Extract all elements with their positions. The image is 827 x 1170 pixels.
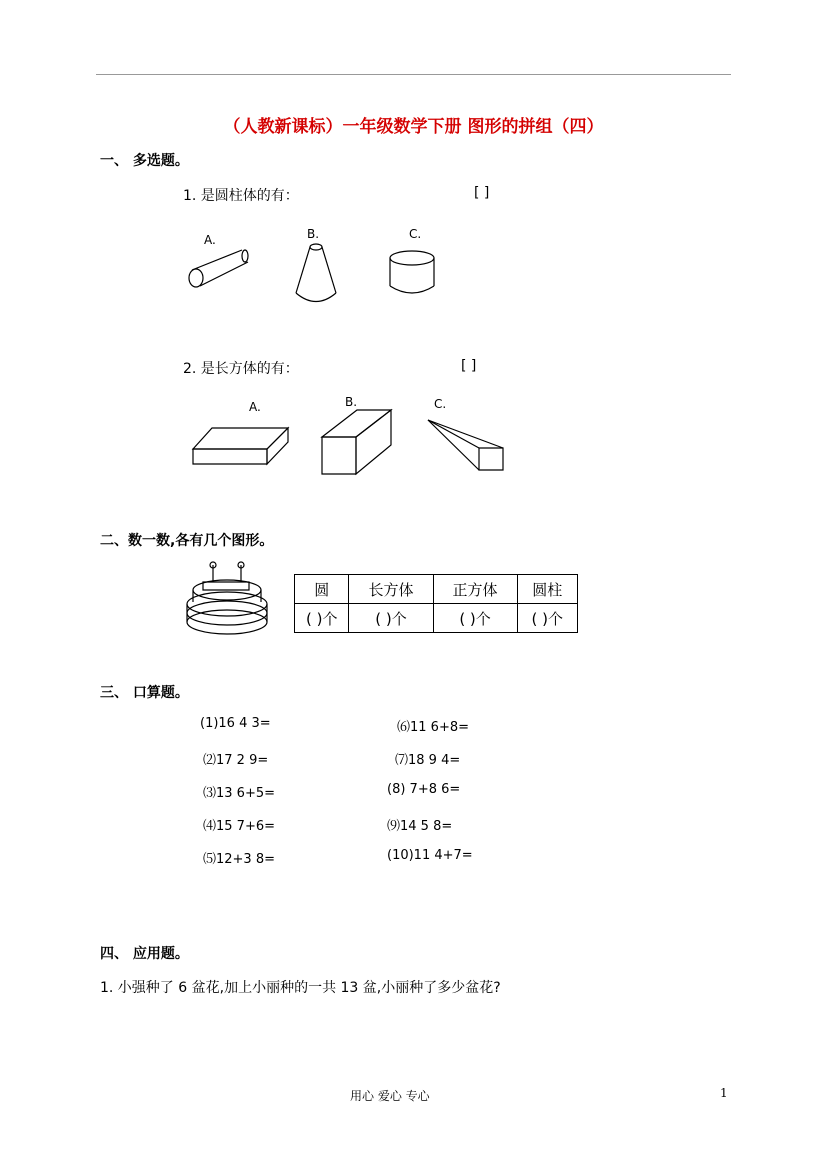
word-problem-1: 1. 小强种了 6 盆花,加上小丽种的一共 13 盆,小丽种了多少盆花? (100, 980, 501, 996)
footer-text: 用心 爱心 专心 (350, 1089, 430, 1103)
option-c-label: C. (434, 397, 447, 411)
option-a-label: A. (204, 233, 216, 247)
table-answer-row (295, 604, 578, 633)
page-title: （人教新课标）一年级数学下册 图形的拼组（四） (223, 117, 604, 137)
calc-item: (8) 7+8 6= (387, 782, 461, 797)
calc-item: (1)16 4 3= (200, 716, 271, 731)
section-2-heading: 二、数一数,各有几个图形。 (100, 533, 274, 549)
header-cell: 正方体 (433, 575, 517, 604)
drum-cylinder-shape (390, 251, 434, 293)
option-a-label: A. (249, 400, 261, 414)
option-b-label: B. (307, 227, 320, 241)
assembled-shapes-figure (185, 560, 275, 640)
answer-cell[interactable]: ( )个 (517, 604, 577, 633)
calc-item: ⑹11 6+8= (397, 720, 470, 735)
option-b-label: B. (345, 395, 358, 409)
frustum-shape (296, 244, 336, 302)
header-cell: 圆 (295, 575, 349, 604)
calc-item: ⑼14 5 8= (387, 819, 453, 834)
section-4-heading: 四、 应用题。 (100, 946, 189, 962)
header-cell: 长方体 (349, 575, 433, 604)
cylinder-shapes-figure (180, 220, 460, 315)
question-2-bracket: [ ] (461, 358, 477, 374)
calc-item: ⑶13 6+5= (203, 786, 276, 801)
option-c-label: C. (409, 227, 422, 241)
answer-cell[interactable]: ( )个 (349, 604, 433, 633)
section-3-heading: 三、 口算题。 (100, 685, 189, 701)
rod-cylinder-shape (189, 250, 248, 287)
long-box-shape (322, 410, 391, 474)
question-2-text: 2. 是长方体的有： (183, 361, 299, 377)
answer-cell[interactable]: ( )个 (295, 604, 349, 633)
answer-cell[interactable]: ( )个 (433, 604, 517, 633)
shape-count-table (294, 574, 578, 633)
cuboid-shapes-figure (185, 390, 525, 480)
flat-box-shape (193, 428, 288, 464)
calc-item: ⑵17 2 9= (203, 753, 269, 768)
question-1-text: 1. 是圆柱体的有： (183, 188, 299, 204)
calc-item: ⑺18 9 4= (395, 753, 461, 768)
question-1-bracket: [ ] (474, 185, 490, 201)
calc-item: ⑷15 7+6= (203, 819, 276, 834)
page-number: 1 (720, 1086, 728, 1100)
section-1-heading: 一、 多选题。 (100, 153, 189, 169)
header-rule (96, 74, 731, 75)
calc-item: (10)11 4+7= (387, 848, 473, 863)
calc-item: ⑸12+3 8= (203, 852, 276, 867)
header-cell: 圆柱 (517, 575, 577, 604)
table-header-row (295, 575, 578, 604)
pyramid-prism-shape (428, 420, 503, 470)
